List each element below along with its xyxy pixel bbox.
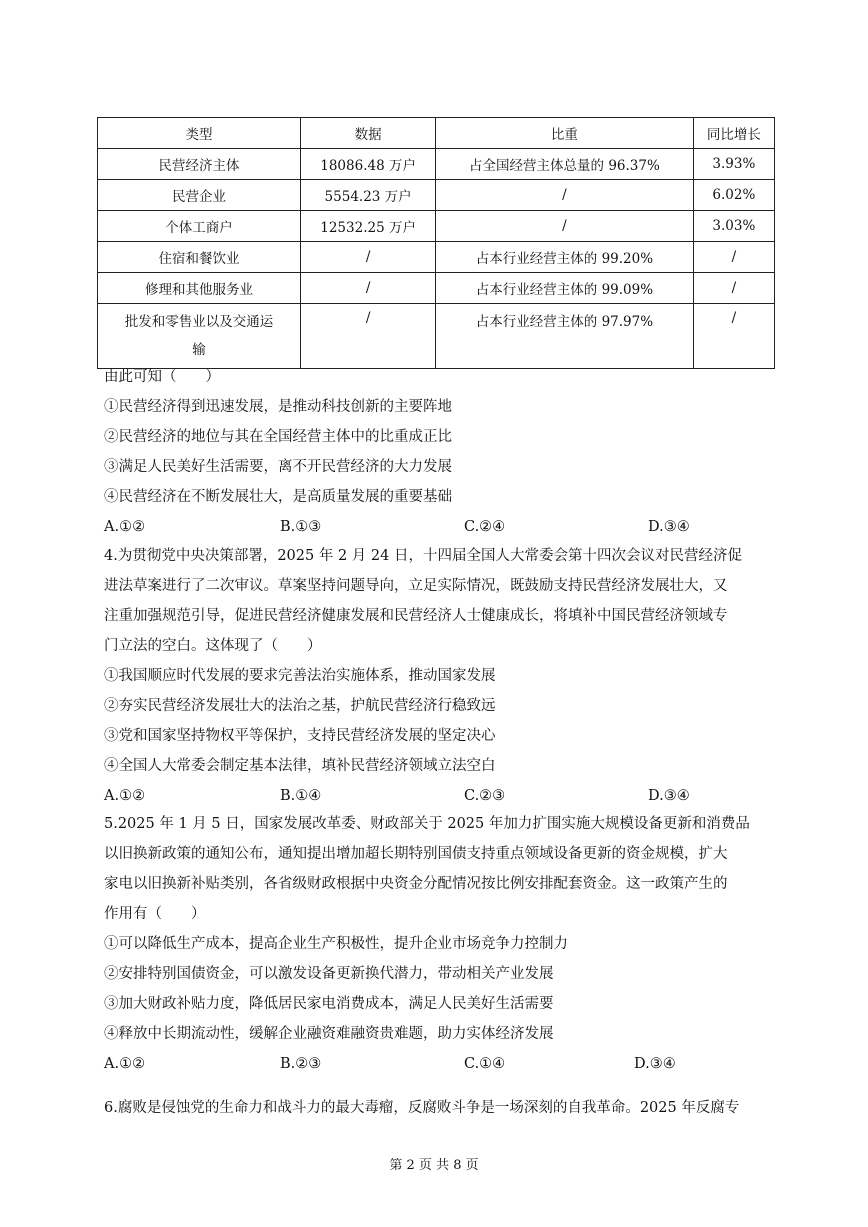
table-cell: 占全国经营主体总量的 96.37%: [436, 149, 694, 180]
table-cell: /: [436, 211, 694, 242]
table-header: 类型: [98, 118, 301, 149]
table-cell-line: 输: [192, 342, 206, 358]
table-cell: 占本行业经营主体的 99.20%: [436, 242, 694, 273]
option-a: A.①②: [104, 519, 146, 535]
table-row: [98, 242, 775, 273]
question-stem-line: 门立法的空白。这体现了（ ）: [104, 638, 322, 654]
question-6: [104, 1093, 780, 1123]
table-cell: 3.93%: [693, 149, 774, 180]
table-cell: 3.03%: [693, 211, 774, 242]
table-cell: 民营经济主体: [98, 149, 301, 180]
option-a: A.①②: [104, 788, 146, 804]
statement-item: ③加大财政补贴力度，降低居民家电消费成本，满足人民美好生活需要: [104, 996, 554, 1012]
option-d: D.③④: [634, 1056, 676, 1072]
answer-options: [104, 781, 780, 811]
table-cell: /: [693, 273, 774, 304]
table-row: [98, 149, 775, 180]
question-stem-line: 5.2025 年 1 月 5 日，国家发展改革委、财政部关于 2025 年加力扩围实施大规模设备更新和消费品: [104, 816, 750, 832]
statement-item: ③党和国家坚持物权平等保护，支持民营经济发展的坚定决心: [104, 728, 496, 744]
table-cell-line: 批发和零售业以及交通运: [124, 314, 274, 330]
table-cell: 6.02%: [693, 180, 774, 211]
question-4: [104, 541, 780, 811]
economy-stats-table: [97, 117, 775, 369]
question-stem-line: 进法草案进行了二次审议。草案坚持问题导向，立足实际情况，既鼓励支持民营经济发展壮大，又: [104, 578, 728, 594]
table-cell: /: [693, 242, 774, 273]
question-stem-line: 以旧换新政策的通知公布，通知提出增加超长期特别国债支持重点领域设备更新的资金规模，扩大: [104, 846, 728, 862]
question-stem-line: 4.为贯彻党中央决策部署，2025 年 2 月 24 日，十四届全国人大常委会第十四次会议对民营经济促: [104, 548, 742, 564]
table-cell: 个体工商户: [98, 211, 301, 242]
option-c: C.①④: [464, 1056, 506, 1072]
table-cell: /: [301, 242, 436, 273]
question-stem-line: 家电以旧换新补贴类别，各省级财政根据中央资金分配情况按比例安排配套资金。这一政策产生的: [104, 876, 728, 892]
option-c: C.②④: [464, 519, 506, 535]
table-row: [98, 180, 775, 211]
table-cell: 5554.23 万户: [301, 180, 436, 211]
table-cell: /: [436, 180, 694, 211]
option-a: A.①②: [104, 1056, 146, 1072]
statement-item: ②夯实民营经济发展壮大的法治之基，护航民营经济行稳致远: [104, 698, 496, 714]
statement-item: ②安排特别国债资金，可以激发设备更新换代潜力，带动相关产业发展: [104, 966, 554, 982]
statement-item: ④全国人大常委会制定基本法律，填补民营经济领域立法空白: [104, 758, 496, 774]
table-cell: 民营企业: [98, 180, 301, 211]
question-3: [104, 362, 780, 542]
table-cell: 修理和其他服务业: [98, 273, 301, 304]
table-row: [98, 273, 775, 304]
answer-options: [104, 1049, 780, 1079]
table-header: 同比增长: [693, 118, 774, 149]
option-b: B.①④: [280, 788, 322, 804]
table-header: 数据: [301, 118, 436, 149]
table-cell: /: [301, 273, 436, 304]
table-cell: 18086.48 万户: [301, 149, 436, 180]
statement-item: ①我国顺应时代发展的要求完善法治实施体系，推动国家发展: [104, 668, 496, 684]
statement-item: ①可以降低生产成本，提高企业生产积极性，提升企业市场竞争力控制力: [104, 936, 568, 952]
table-cell: /: [693, 304, 774, 369]
statement-item: ④民营经济在不断发展壮大，是高质量发展的重要基础: [104, 489, 452, 505]
page-footer: 第 2 页 共 8 页: [389, 1158, 479, 1173]
table-cell: [98, 304, 301, 369]
question-stem-line: 6.腐败是侵蚀党的生命力和战斗力的最大毒瘤，反腐败斗争是一场深刻的自我革命。2025 年反腐专: [104, 1100, 740, 1116]
option-b: B.②③: [280, 1056, 322, 1072]
statement-item: ①民营经济得到迅速发展，是推动科技创新的主要阵地: [104, 399, 452, 415]
table-cell: 12532.25 万户: [301, 211, 436, 242]
table-cell: /: [301, 304, 436, 369]
question-stem: 由此可知（ ）: [104, 369, 220, 385]
table-header: 比重: [436, 118, 694, 149]
table-header-row: [98, 118, 775, 149]
question-5: [104, 809, 780, 1079]
table-cell: 住宿和餐饮业: [98, 242, 301, 273]
option-c: C.②③: [464, 788, 506, 804]
statement-item: ②民营经济的地位与其在全国经营主体中的比重成正比: [104, 429, 452, 445]
question-stem-line: 作用有（ ）: [104, 906, 206, 922]
table-cell: 占本行业经营主体的 99.09%: [436, 273, 694, 304]
answer-options: [104, 512, 780, 542]
table-row: [98, 304, 775, 369]
question-stem-line: 注重加强规范引导，促进民营经济健康发展和民营经济人士健康成长，将填补中国民营经济领域专: [104, 608, 728, 624]
option-b: B.①③: [280, 519, 322, 535]
option-d: D.③④: [648, 788, 690, 804]
table-row: [98, 211, 775, 242]
statement-item: ③满足人民美好生活需要，离不开民营经济的大力发展: [104, 459, 452, 475]
option-d: D.③④: [648, 519, 690, 535]
table-cell: 占本行业经营主体的 97.97%: [436, 304, 694, 369]
statement-item: ④释放中长期流动性，缓解企业融资难融资贵难题，助力实体经济发展: [104, 1026, 554, 1042]
